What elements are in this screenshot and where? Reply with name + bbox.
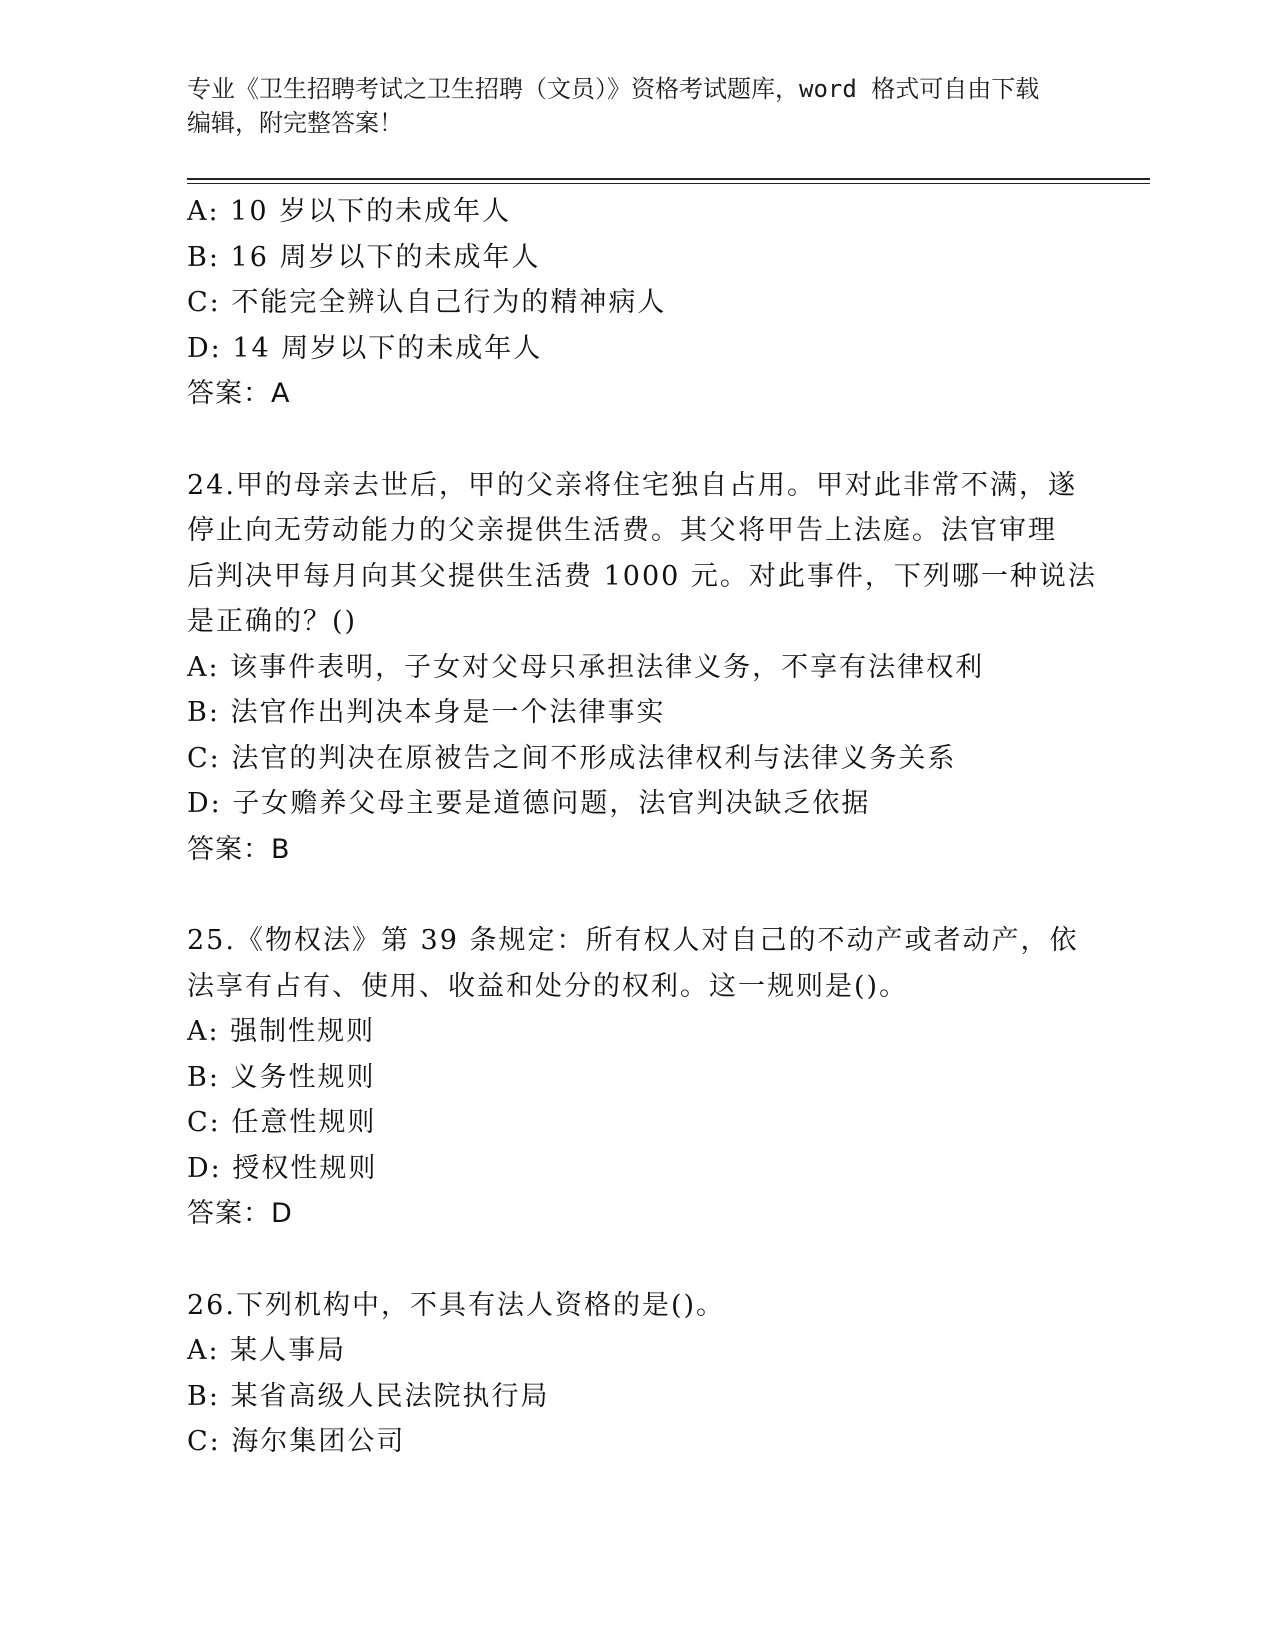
question-26 <box>187 1283 1137 1465</box>
header-rule-thick <box>187 178 1150 180</box>
option-b: B: 义务性规则 <box>187 1061 376 1093</box>
option-b: B: 某省高级人民法院执行局 <box>187 1380 550 1412</box>
option-a: A: 强制性规则 <box>187 1016 376 1047</box>
header-line-2: 编辑，附完整答案！ <box>187 109 403 137</box>
question-text-line: 是正确的？() <box>187 606 358 637</box>
option-b: B: 法官作出判决本身是一个法律事实 <box>187 697 666 728</box>
option-a: A: 10 岁以下的未成年人 <box>187 196 512 227</box>
answer: 答案：D <box>187 1198 293 1229</box>
option-a: A: 某人事局 <box>187 1335 347 1366</box>
answer: 答案：A <box>187 378 291 409</box>
question-text-line: 停止向无劳动能力的父亲提供生活费。其父将甲告上法庭。法官审理 <box>187 515 1057 546</box>
header-line-1: 专业《卫生招聘考试之卫生招聘（文员）》资格考试题库，word 格式可自由下载 <box>187 75 1040 103</box>
answer: 答案：B <box>187 833 291 865</box>
option-b: B: 16 周岁以下的未成年人 <box>187 241 541 273</box>
option-c: C: 任意性规则 <box>187 1107 377 1138</box>
question-list <box>187 189 1137 1465</box>
question-text-line: 25.《物权法》第 39 条规定：所有权人对自己的不动产或者动产，依 <box>187 925 1079 956</box>
option-a: A: 该事件表明，子女对父母只承担法律义务，不享有法律权利 <box>187 651 985 683</box>
option-c: C: 法官的判决在原被告之间不形成法律权利与法律义务关系 <box>187 742 957 774</box>
question-24 <box>187 463 1137 873</box>
question-text-line: 26.下列机构中，不具有法人资格的是()。 <box>187 1289 726 1321</box>
document-header <box>187 72 1087 140</box>
question-23 <box>187 189 1137 417</box>
option-d: D: 14 周岁以下的未成年人 <box>187 332 543 364</box>
option-d: D: 授权性规则 <box>187 1152 378 1184</box>
question-text-line: 后判决甲每月向其父提供生活费 1000 元。对此事件，下列哪一种说法 <box>187 560 1097 592</box>
header-rule-thin <box>187 183 1150 184</box>
question-text-line: 法享有占有、使用、收益和处分的权利。这一规则是()。 <box>187 970 909 1002</box>
option-c: C: 海尔集团公司 <box>187 1426 406 1457</box>
question-text-line: 24.甲的母亲去世后，甲的父亲将住宅独自占用。甲对此非常不满，遂 <box>187 469 1077 501</box>
option-d: D: 子女赡养父母主要是道德问题，法官判决缺乏依据 <box>187 788 871 819</box>
question-25 <box>187 918 1137 1237</box>
option-c: C: 不能完全辨认自己行为的精神病人 <box>187 287 667 318</box>
